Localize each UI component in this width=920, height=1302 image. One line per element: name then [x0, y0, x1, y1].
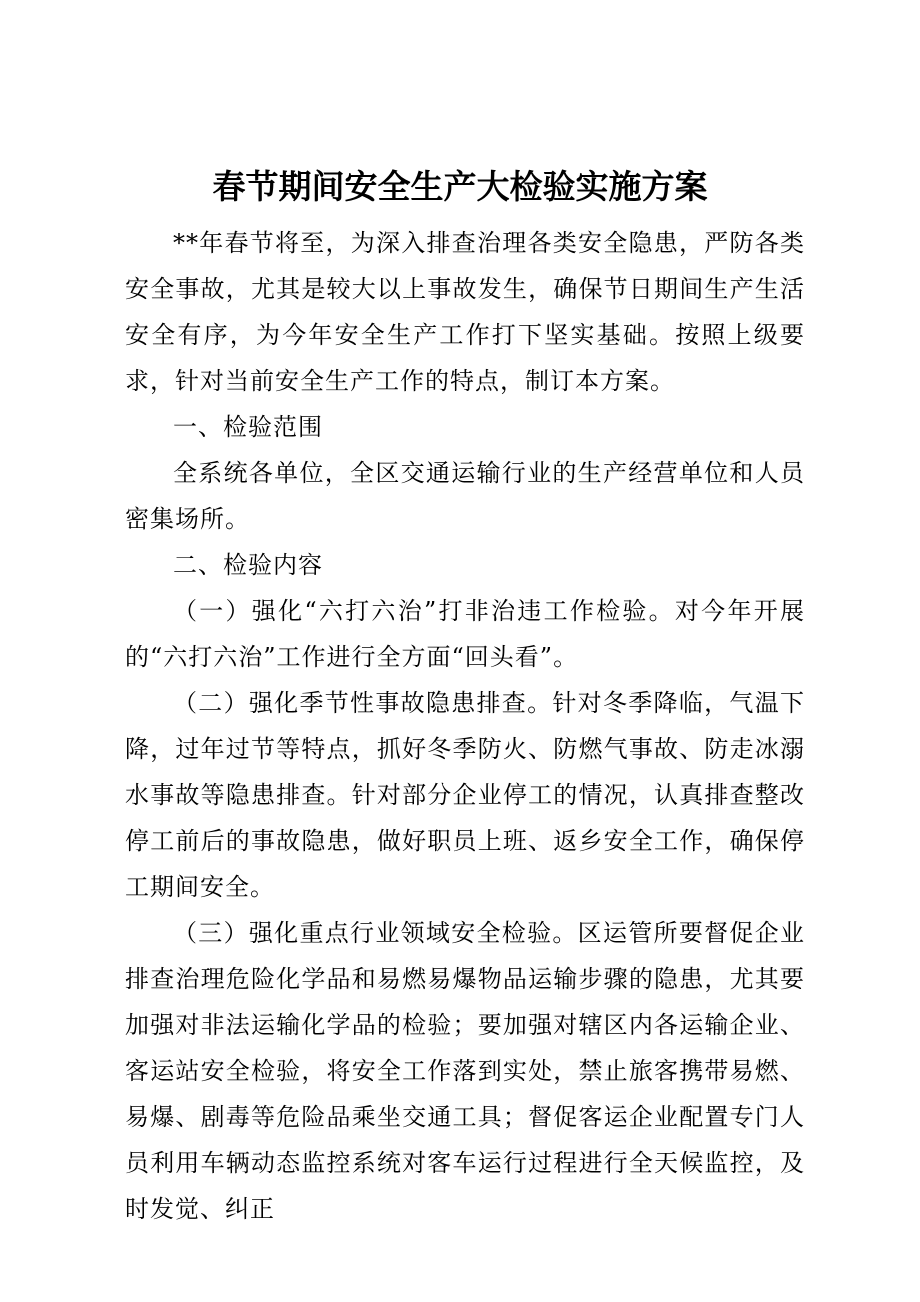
- paragraph-scope: 全系统各单位，全区交通运输行业的生产经营单位和人员密集场所。: [125, 459, 805, 533]
- paragraph-item-3: （三）强化重点行业领域安全检验。区运管所要督促企业排查治理危险化学品和易燃易爆物品运输步骤的隐患，尤其要加强对非法运输化学品的检验；要加强对辖区内各运输企业、客运站安全检验，将安全工作落到实处，禁止旅客携带易燃、易爆、剧毒等危险品乘坐交通工具；督促客运企业配置专门人员利用车辆动态监控系统对客车运行过程进行全天候监控，及时发觉、纠正: [125, 919, 805, 1223]
- document-title: 春节期间安全生产大检验实施方案: [212, 167, 708, 206]
- paragraph-item-1: （一）强化“六打六治”打非治违工作检验。对今年开展的“六打六治”工作进行全方面“回头看”。: [125, 597, 805, 671]
- section-heading-scope: 一、检验范围: [173, 413, 323, 441]
- paragraph-item-2: （二）强化季节性事故隐患排查。针对冬季降临，气温下降，过年过节等特点，抓好冬季防火、防燃气事故、防走冰溺水事故等隐患排查。针对部分企业停工的情况，认真排查整改停工前后的事故隐患，做好职员上班、返乡安全工作，确保停工期间安全。: [125, 689, 805, 901]
- document-body: [125, 220, 805, 1232]
- section-heading-content: 二、检验内容: [173, 551, 323, 579]
- paragraph-intro: **年春节将至，为深入排查治理各类安全隐患，严防各类安全事故，尤其是较大以上事故发生，确保节日期间生产生活安全有序，为今年安全生产工作打下坚实基础。按照上级要求，针对当前安全生产工作的特点，制订本方案。: [125, 229, 805, 395]
